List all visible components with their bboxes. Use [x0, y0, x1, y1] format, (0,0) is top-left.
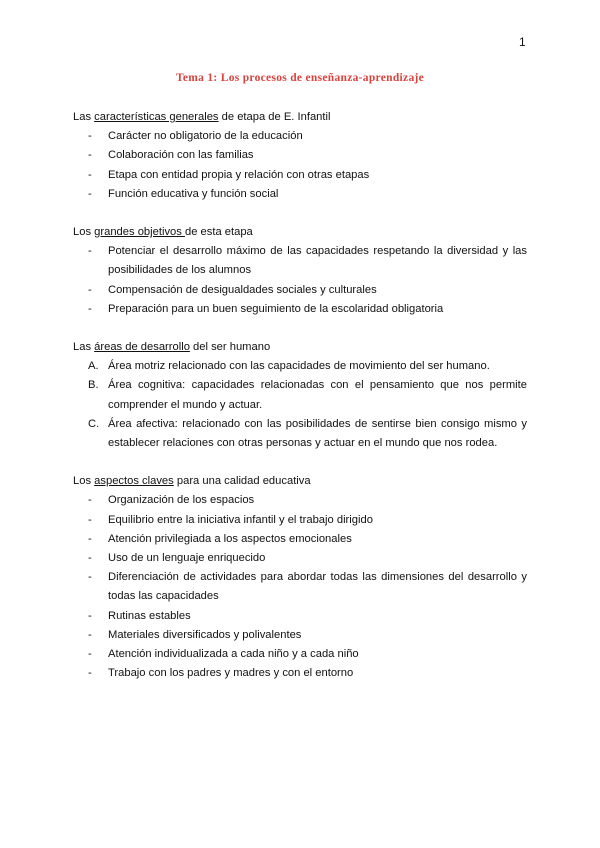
list-item: - Organización de los espacios [73, 491, 527, 510]
bullet-list [73, 491, 527, 683]
dash-marker: - [88, 628, 92, 641]
dash-marker: - [88, 648, 92, 661]
document-body [73, 108, 527, 702]
list-item: - Uso de un lenguaje enriquecido [73, 549, 527, 568]
dash-marker: - [88, 513, 92, 526]
dash-marker: - [88, 552, 92, 565]
section-objectives [73, 223, 527, 319]
document-title: Tema 1: Los procesos de enseñanza-aprendizaje [175, 72, 425, 84]
dash-marker: - [88, 130, 92, 143]
letter-marker: B. [88, 379, 99, 392]
dash-marker: - [88, 667, 92, 680]
section-development-areas [73, 338, 527, 453]
page-number: 1 [519, 35, 526, 49]
lettered-list [73, 357, 527, 453]
section-key-aspects [73, 472, 527, 683]
letter-marker: C. [88, 417, 100, 430]
list-item: A. Área motriz relacionado con las capacidades de movimiento del ser humano. [73, 357, 527, 376]
section-heading: Las áreas de desarrollo del ser humano [73, 341, 271, 354]
list-item: - Rutinas estables [73, 607, 527, 626]
dash-marker: - [88, 302, 92, 315]
dash-marker: - [88, 187, 92, 200]
list-item: - Trabajo con los padres y madres y con el entorno [73, 664, 527, 683]
list-item: - Compensación de desigualdades sociales y culturales [73, 281, 527, 300]
dash-marker: - [88, 532, 92, 545]
list-item: - Diferenciación de actividades para abordar todas las dimensiones del desarrollo y todas las capacidades [73, 568, 527, 606]
dash-marker: - [88, 494, 92, 507]
dash-marker: - [88, 571, 92, 584]
list-item: B. Área cognitiva: capacidades relacionadas con el pensamiento que nos permite comprender el mundo y actuar. [73, 376, 527, 414]
dash-marker: - [88, 283, 92, 296]
dash-marker: - [88, 149, 92, 162]
list-item: - Función educativa y función social [73, 185, 527, 204]
dash-marker: - [88, 168, 92, 181]
list-item: - Preparación para un buen seguimiento de la escolaridad obligatoria [73, 300, 527, 319]
list-item: - Atención privilegiada a los aspectos emocionales [73, 530, 527, 549]
bullet-list [73, 127, 527, 204]
list-item: - Carácter no obligatorio de la educación [73, 127, 527, 146]
bullet-list [73, 242, 527, 319]
section-heading: Los aspectos claves para una calidad educativa [73, 475, 311, 488]
section-general-characteristics [73, 108, 527, 204]
dash-marker: - [88, 609, 92, 622]
list-item: - Equilibrio entre la iniciativa infantil y el trabajo dirigido [73, 511, 527, 530]
section-heading: Las características generales de etapa de E. Infantil [73, 111, 331, 123]
list-item: - Potenciar el desarrollo máximo de las capacidades respetando la diversidad y las posibilidades de los alumnos [73, 242, 527, 280]
list-item: - Materiales diversificados y polivalentes [73, 626, 527, 645]
list-item: C. Área afectiva: relacionado con las posibilidades de sentirse bien consigo mismo y establecer relaciones con otras personas y actuar en el mundo que nos rodea. [73, 415, 527, 453]
list-item: - Atención individualizada a cada niño y a cada niño [73, 645, 527, 664]
section-heading: Los grandes objetivos de esta etapa [73, 226, 253, 239]
letter-marker: A. [88, 360, 99, 373]
list-item: - Colaboración con las familias [73, 146, 527, 165]
list-item: - Etapa con entidad propia y relación con otras etapas [73, 166, 527, 185]
dash-marker: - [88, 245, 92, 258]
